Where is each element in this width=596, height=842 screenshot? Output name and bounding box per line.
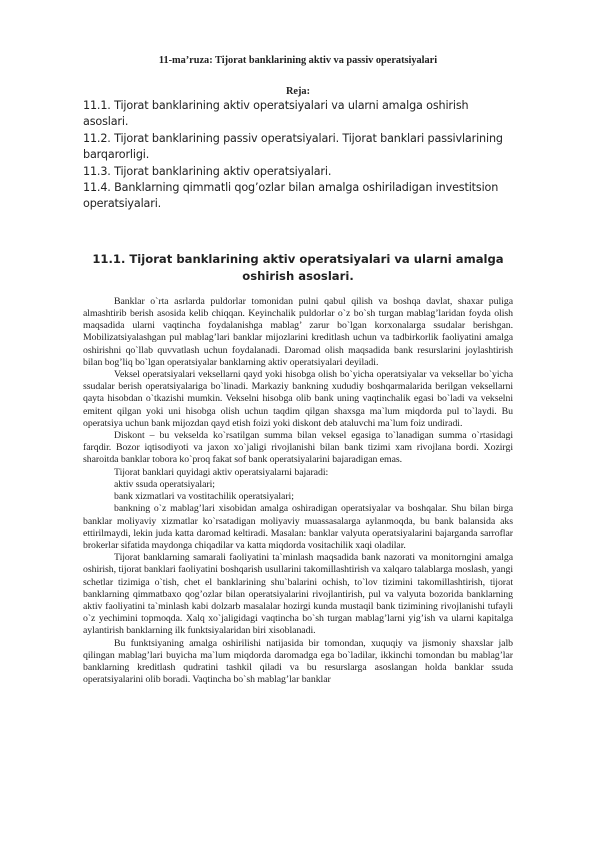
section-heading: 11.1. Tijorat banklarining aktiv operatsiyalari va ularni amalga oshirish asoslari.: [92, 251, 504, 283]
document-page: [83, 55, 513, 686]
paragraph: Diskont – bu vekselda ko`rsatilgan summa bilan veksel egasiga to`lanadigan summa o`rtasidagi farqdir. Bozor iqtisodiyoti va jaxon xo`jaligi rivojlanishi bilan bank tizimi xam rivojlana bordi. Xozirgi sharoitda banklar tobora ko`proq fakat sof bank operatsiyalarini bajaradigan emas.: [83, 430, 513, 466]
plan-item: 11.3. Tijorat banklarining aktiv operatsiyalari.: [83, 164, 332, 178]
list-item: bankning o`z mablag’lari xisobidan amalga oshiradigan operatsiyalar va boshqalar. Shu bilan birga banklar moliyaviy xizmatlar ko`rsatadigan moliyaviy muassasalarga aylanmoqda, bu bank balansida aks ettirilmaydi, lekin juda katta daromad keltiradi. Masalan: banklar valyuta operatsiyalarini bajarganda sarroflar brokerlar sifatida maydonga chiqadilar va katta miqdorda vositachilik xaqi oladilar.: [83, 503, 513, 551]
plan-list: [83, 98, 513, 213]
lecture-title: 11-ma’ruza: Tijorat banklarining aktiv va passiv operatsiyalari: [158, 55, 438, 66]
paragraph: Banklar o`rta asrlarda puldorlar tomonidan pulni qabul qilish va boshqa davlat, shaxar puliga almashtirib berish asosida kelib chiqqan. Keyinchalik puldorlar o`z bo`sh turgan mablag’laridan foyda olish maqsadida ularni vaqtincha foydalanishga mablag’ zarur bo`lgan korxonalarga ssudalar berishgan. Mobilizatsiyalashgan pul mablag’lari banklar mijozlarini kreditlash uchun va tadbirkorlik faoliyatini amalga oshirishni qo`llab quvvatlash uchun foydalanadi. Daromad olish maqsadida bank resurslarini joylashtirish bilan bog’liq bo`lgan operatsiyalar banklarning aktiv operatsiyalari deyiladi.: [83, 295, 513, 368]
plan-heading: Reja:: [285, 86, 310, 97]
body-text: [83, 296, 513, 687]
plan-item: 11.4. Banklarning qimmatli qog’ozlar bilan amalga oshiriladigan investitsion operatsiyalari.: [83, 181, 499, 211]
paragraph: Tijorat banklari quyidagi aktiv operatsiyalarni bajaradi:: [114, 466, 329, 478]
paragraph: Bu funktsiyaning amalga oshirilishi natijasida bir tomondan, xuquqiy va jismoniy shaxslar jalb qilingan mablag’lari buyicha ma`lum miqdorda daromadga ega bo`ladilar, ikkinchi tomondan bu mablag’lar banklarning kreditlash qudratini tashkil qiladi va bu resurslarga asoslangan holda banklar ssuda operatsiyalarini olib boradi. Vaqtincha bo`sh mablag’lar banklar: [83, 637, 513, 686]
paragraph: Tijorat banklarning samarali faoliyatini ta`minlash maqsadida bank nazorati va monitorngini amalga oshirish, tijorat banklari faoliyatini boshqarish usullarini takomillashtirish va xalqaro talablarga moslash, yangi schetlar tizimiga o`tish, chet el banklarining shu`balarini ochish, to`lov tizimini takomillashtirish, tijorat banklarning qimmatbaxo qog’ozlar bilan operatsiyalarini rivojlantirish, pul va valyuta bozorida banklarning aktiv faoliyatini ta`minlash kabi dolzarb masalalar hozirgi kunda mustaqil bank tizimining rivojlanishi tufayli o`z yechimini topmoqda. Xalq xo`jaligidagi vaqtincha bo`sh turgan mablag’larni yig’ish va ularni kapitalga aylantirish banklarning ilk funktsiyalaridan biri xisoblanadi.: [83, 552, 513, 637]
paragraph: Veksel operatsiyalari veksellarni qayd yoki hisobga olish bo`yicha operatsiyalar va veksellar bo`yicha ssudalar berish operatsiyalariga bo`linadi. Markaziy bankning xududiy boshqarmalarida berilgan veksellarni qayta hisobdan o`tkazishi mumkin. Vekselni hisobga olib bank uning vaqtinchalik egasi bo`ladi va vekselni emitent qilgan yoki uni hisobga olish uchun taqdim qilgan shaxsga ma`lum miqdorda pul to`laydi. Bu operatsiya uchun bank mijozdan qayd etish foizi yoki diskont deb ataluvchi ma`lum foiz undiradi.: [83, 369, 513, 429]
plan-item: 11.2. Tijorat banklarining passiv operatsiyalari. Tijorat banklari passivlarining barqarorligi.: [83, 131, 503, 162]
list-item: aktiv ssuda operatsiyalari;: [114, 478, 215, 490]
list-item: bank xizmatlari va vostitachilik operatsiyalari;: [114, 491, 294, 503]
plan-item: 11.1. Tijorat banklarining aktiv operatsiyalari va ularni amalga oshirish asoslari.: [83, 99, 469, 129]
